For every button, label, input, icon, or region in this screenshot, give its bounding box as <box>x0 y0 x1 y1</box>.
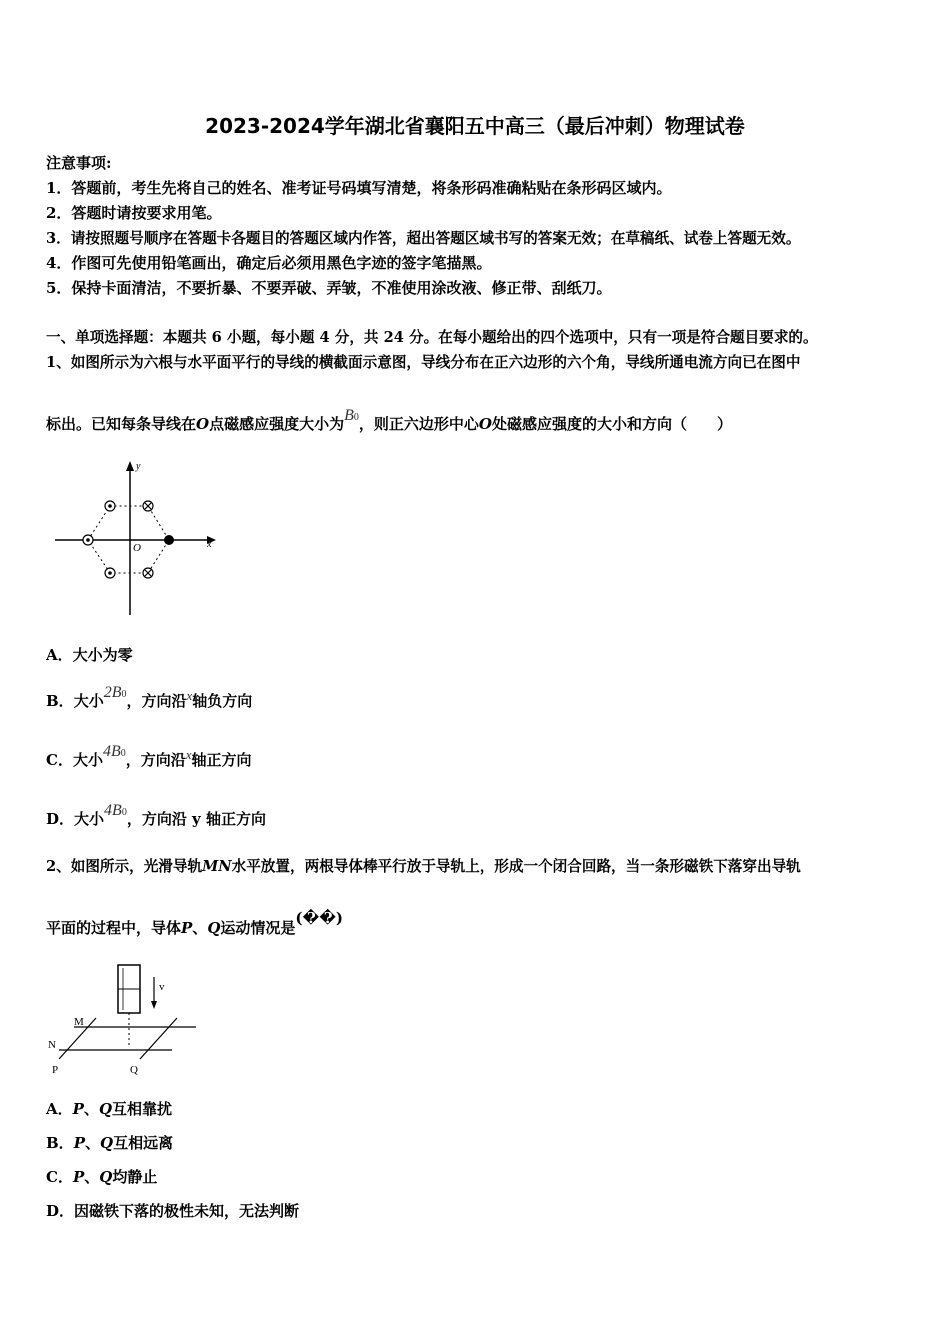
option-text: 轴负方向 <box>192 692 253 710</box>
option-text: 均静止 <box>112 1168 158 1186</box>
q1-text: 标出。已知每条导线在 <box>46 415 197 433</box>
wire-dot-left <box>83 535 93 545</box>
point-o: O <box>196 415 210 433</box>
q1-option-a[interactable] <box>46 644 133 665</box>
q1-text: ，则正六边形中心 <box>358 415 479 433</box>
y-axis-arrow <box>126 461 134 471</box>
q1-stem-line2 <box>46 407 732 434</box>
magnet-rails-figure <box>44 955 204 1080</box>
option-label: B． <box>46 1134 74 1152</box>
magnitude-symbol: 4B0 <box>102 743 126 760</box>
rail-mn: MN <box>202 858 232 875</box>
option-label: A． <box>46 646 73 664</box>
q1-option-d[interactable] <box>46 802 266 829</box>
velocity-label: v <box>159 981 165 993</box>
q2-text: 运动情况是 <box>220 919 296 937</box>
q2-option-d[interactable] <box>46 1200 299 1221</box>
note-item: 5．保持卡面清洁，不要折暴、不要弄破、弄皱，不准使用涂改液、修正带、刮纸刀。 <box>46 279 612 297</box>
wire-dot-top-left <box>105 501 115 511</box>
page-title: 2023-2024学年湖北省襄阳五中高三（最后冲刺）物理试卷 <box>205 114 745 138</box>
rod-q-line <box>140 1018 177 1059</box>
wire-dot-bottom-left <box>105 568 115 578</box>
rod-q: Q <box>207 919 221 937</box>
option-text: ，方向沿 y 轴正方向 <box>126 810 266 828</box>
b0-symbol: B0 <box>344 407 359 424</box>
label-n: N <box>48 1039 56 1051</box>
q2-text: 水平放置，两根导体棒平行放于导轨上，形成一个闭合回路，当一条形磁铁下落穿出导轨 <box>231 858 801 875</box>
option-label: B． <box>46 692 74 710</box>
q2-text: 2、如图所示，光滑导轨 <box>46 858 203 875</box>
option-label: A． <box>46 1100 73 1118</box>
option-label: C． <box>46 751 73 769</box>
axis-symbol: x <box>186 688 193 703</box>
label-p: P <box>52 1064 59 1076</box>
point-o: O <box>478 415 492 433</box>
x-axis-label: x <box>207 539 212 550</box>
option-text: ，方向沿 <box>126 692 187 710</box>
note-item: 4．作图可先使用铅笔画出，确定后必须用黑色字迹的签字笔描黑。 <box>46 254 492 272</box>
q2-stem-line1 <box>46 855 801 876</box>
option-label: D． <box>46 1202 75 1220</box>
option-text: 大小 <box>74 810 105 828</box>
option-label: C． <box>46 1168 73 1186</box>
q2-text: 平面的过程中，导体 <box>46 919 182 937</box>
magnitude-symbol: 2B0 <box>103 684 127 701</box>
q2-option-c[interactable]: C．P、Q均静止 <box>46 1168 158 1186</box>
option-text: 大小 <box>72 751 103 769</box>
axis-symbol: x <box>185 747 192 762</box>
wire-cross-top-right <box>143 501 153 511</box>
wire-solid-right <box>164 535 174 545</box>
hexagon-wires-figure <box>50 455 225 620</box>
q1-stem-line1: 1、如图所示为六根与水平面平行的导线的横截面示意图，导线分布在正六边形的六个角，导线所通电流方向已在图中 <box>46 354 801 371</box>
q2-option-a[interactable]: A．P、Q互相靠扰 <box>46 1100 173 1118</box>
q1-text: 点磁感应强度大小为 <box>209 415 345 433</box>
wire-cross-bottom-right <box>143 568 153 578</box>
label-m: M <box>74 1016 84 1028</box>
note-item: 1．答题前，考生先将自己的姓名、准考证号码填写清楚，将条形码准确粘贴在条形码区域内。 <box>46 179 672 197</box>
option-text: 大小为零 <box>72 646 133 664</box>
label-q: Q <box>130 1064 138 1076</box>
y-axis-label: y <box>136 461 141 472</box>
q2-text: 、 <box>192 919 208 937</box>
note-item: 2．答题时请按要求用笔。 <box>46 204 222 222</box>
notes-heading: 注意事项: <box>46 154 112 172</box>
option-text: 因磁铁下落的极性未知，无法判断 <box>74 1202 300 1220</box>
q2-stem-line2 <box>46 909 343 938</box>
option-text: ，方向沿 <box>125 751 186 769</box>
q1-option-b[interactable] <box>46 684 253 711</box>
option-text: 大小 <box>73 692 104 710</box>
q2-option-b[interactable]: B．P、Q互相远离 <box>46 1134 174 1152</box>
rod-p: P <box>181 919 193 937</box>
magnitude-symbol: 4B0 <box>104 802 127 819</box>
option-text: 互相靠扰 <box>112 1100 173 1118</box>
q1-option-c[interactable] <box>46 743 252 770</box>
q1-text: 处磁感应强度的大小和方向（ ） <box>491 415 732 433</box>
note-item: 3．请按照题号顺序在答题卡各题目的答题区域内作答，超出答题区域书写的答案无效；在草稿纸、试卷上答题无效。 <box>46 230 801 247</box>
option-text: 互相远离 <box>113 1134 174 1152</box>
section-heading: 一、单项选择题：本题共 6 小题，每小题 4 分，共 24 分。在每小题给出的四个选项中，只有一项是符合题目要求的。 <box>46 329 818 346</box>
option-text: 轴正方向 <box>191 751 252 769</box>
velocity-arrow-head <box>151 1001 157 1009</box>
origin-label: O <box>133 542 141 554</box>
option-label: D． <box>46 810 75 828</box>
answer-paren: (��) <box>295 909 343 927</box>
